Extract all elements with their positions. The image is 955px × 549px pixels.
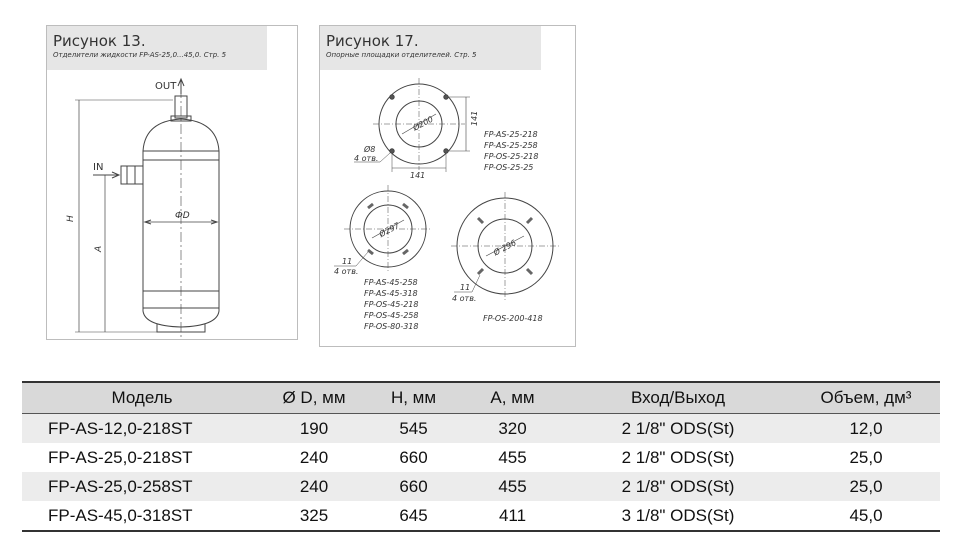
cell-height: 645 (366, 501, 461, 531)
specifications-table (22, 381, 940, 532)
pad1-model-1: FP-AS-25-258 (484, 141, 538, 150)
column-header-connection: Вход/Выход (564, 382, 792, 414)
pad2-model-2: FP-OS-45-218 (364, 300, 419, 309)
cell-connection: 2 1/8" ODS(St) (621, 447, 735, 467)
label-in: IN (93, 162, 104, 173)
pad1-model-3: FP-OS-25-25 (484, 163, 534, 172)
pad3-model-0: FP-OS-200-418 (483, 314, 543, 323)
cell-volume: 45,0 (792, 501, 940, 531)
pad1-dim-vertical: 141 (470, 110, 479, 126)
cell-connection: 3 1/8" ODS(St) (564, 501, 792, 531)
pad1-model-2: FP-OS-25-218 (484, 152, 539, 161)
column-header-diameter: Ø D, мм (262, 382, 366, 414)
figure-17-title: Рисунок 17. (326, 32, 419, 50)
table-row (22, 443, 940, 472)
pad3-circle-label: Ø 296 (492, 238, 518, 258)
pad1-holes-count: 4 отв. (354, 154, 379, 163)
cell-diameter: 190 (262, 414, 366, 444)
cell-model: FP-AS-12,0-218ST (22, 414, 262, 444)
cell-volume: 25,0 (849, 447, 883, 467)
label-a: A (94, 245, 104, 252)
label-h: H (66, 215, 76, 222)
pad3-holes-count: 4 отв. (452, 294, 477, 303)
cell-model: FP-AS-45,0-318ST (22, 501, 262, 531)
cell-volume: 12,0 (792, 414, 940, 444)
table-row (22, 414, 940, 444)
column-header-volume: Объем, дм³ (792, 382, 940, 414)
cell-height: 660 (399, 447, 428, 467)
cell-connection: 2 1/8" ODS(St) (564, 414, 792, 444)
cell-model: FP-AS-25,0-218ST (48, 447, 193, 467)
cell-a: 411 (461, 501, 564, 531)
pad1-model-0: FP-AS-25-218 (484, 130, 538, 139)
label-out: OUT (155, 81, 177, 92)
pad2-hole-label: 11 (342, 257, 353, 266)
cell-diameter: 240 (299, 447, 329, 467)
figure-13-subtitle: Отделители жидкости FP-AS-25,0...45,0. Стр. 5 (53, 51, 227, 59)
pad2-model-3: FP-OS-45-258 (364, 311, 419, 320)
cell-a: 455 (461, 472, 564, 501)
cell-diameter: 325 (262, 501, 366, 531)
table-row (22, 501, 940, 531)
pad2-model-4: FP-OS-80-318 (364, 322, 419, 331)
cell-model: FP-AS-25,0-258ST (22, 472, 262, 501)
pad3-hole-label: 11 (460, 283, 471, 292)
pad2-model-1: FP-AS-45-318 (364, 289, 418, 298)
figure-13-panel (46, 25, 298, 340)
cell-height: 545 (366, 414, 461, 444)
column-header-model: Модель (22, 382, 262, 414)
separator-drawing (47, 26, 299, 341)
column-header-a: A, мм (461, 382, 564, 414)
pad2-model-0: FP-AS-45-258 (364, 278, 418, 287)
table-row (22, 472, 940, 501)
column-header-height: H, мм (366, 382, 461, 414)
cell-height: 660 (366, 472, 461, 501)
pad2-holes-count: 4 отв. (334, 267, 359, 276)
pad1-circle-label: Ø200 (411, 114, 435, 133)
figure-17-panel (319, 25, 576, 347)
cell-volume: 25,0 (792, 472, 940, 501)
pad2-circle-label: Ø297 (377, 220, 402, 239)
table-header-row (22, 382, 940, 414)
label-diameter: ФD (175, 211, 190, 221)
pad1-hole-label: Ø8 (364, 145, 376, 154)
cell-a: 455 (498, 447, 527, 467)
support-pads-drawing (320, 26, 577, 348)
figure-17-subtitle: Опорные площадки отделителей. Стр. 5 (326, 51, 477, 59)
cell-diameter: 240 (262, 472, 366, 501)
pad1-dim-horizontal: 141 (410, 171, 426, 180)
cell-a: 320 (461, 414, 564, 444)
figure-13-title: Рисунок 13. (53, 32, 146, 50)
cell-connection: 2 1/8" ODS(St) (564, 472, 792, 501)
